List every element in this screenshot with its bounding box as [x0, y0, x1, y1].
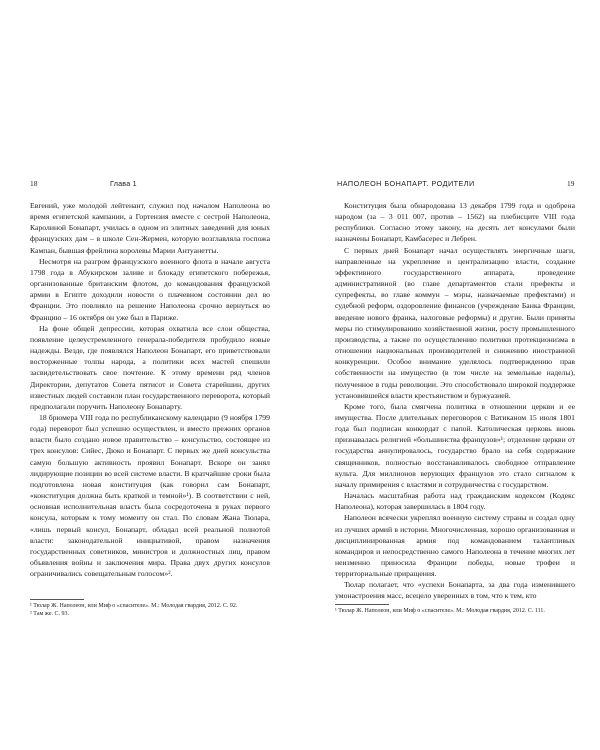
paragraph: Кроме того, была смягчена политика в отношении церкви и ее имущества. После длительных переговоров с Ватиканом 15 июля 1801 года был подписан конкордат с папой. Католическая церковь вновь признавалась религией «большинства французов»¹; отделение церкви от государства аннулировалось, государство брало на себя содержание священников, полностью восстанавливалось свободное отправление культа. Для миллионов верующих французов это стало сигналом к началу примирения с властями и сотрудничества с государством. — [335, 401, 575, 489]
footnotes — [335, 604, 575, 615]
footnote-rule — [30, 599, 84, 600]
footnote: ¹ Тюлар Ж. Наполеон, или Миф о «спасителе». М.: Молодая гвардия, 2012. С. 111. — [335, 608, 545, 614]
paragraph: Конституция была обнародована 13 декабря 1799 года и одобрена народом (за – 3 011 007, против – 1562) на плебисците VIII года республики. Согласно этому закону, на десять лет консулами были назначены Бонапарт, Камбасерес и Лебрен. — [335, 201, 575, 244]
footnote: ² Там же. С. 93. — [30, 611, 70, 618]
footnote: ¹ Тюлар Ж. Наполеон, или Миф о «спасителе». М.: Молодая гвардия, 2012. С. 92. — [30, 603, 238, 609]
paragraph: 18 брюмера VIII года по республиканскому календарю (9 ноября 1799 года) переворот был успешно осуществлен, и вместо прежних органов власти было создано новое правительство – консульство, состоящее из трех консулов: Сийес, Дюко и Бонапарт. С первых же дней консульства самую большую активность проявил Бонапарт. Вскоре он занял лидирующие позиции во всей системе власти. В кратчайшие сроки была подготовлена новая конституция (как говорил сам Бонапарт, «конституция должна быть краткой и темной»¹). В соответствии с ней, основная исполнительная власть была сосредоточена в руках первого консула, которым к тому моменту он стал. По словам Жана Тюлара, «лишь первый консул, Бонапарт, обладал всей реальной полнотой власти: законодательной инициативой, правом назначения государственных советников, министров и должностных лиц, правом объявления войны и заключения мира. Права двух других консулов ограничивались совещательным голосом»². — [30, 412, 270, 579]
paragraph: Тюлар полагает, что «успехи Бонапарта, за два года изменившего умонастроения масс, всецело уверенных в том, что к тем, кто — [335, 580, 575, 601]
paragraph: Началась масштабная работа над гражданским кодексом (Кодекс Наполеона), которая завершилась в 1804 году. — [335, 491, 575, 512]
paragraph: Несмотря на разгром французского военного флота в начале августа 1798 года в Абукирском заливе и блокаду египетского побережья, организованные британским флотом, до командования французской армии в Египте доходили новости о плачевном состоянии дел во Франции. Это повлияло на решение Наполеона срочно вернуться во Францию – 16 октября он уже был в Париже. — [30, 256, 270, 322]
paragraph: Евгений, уже молодой лейтенант, служил под началом Наполеона во время египетской кампании, а Гортензия вместе с сестрой Наполеона, Каролиной Бонапарт, училась в одном из элитных заведений для юных французских дам – в школе Сен-Жермен, которую возглавляла госпожа Кампан, бывшая фрейлина королевы Марии Антуанетты. — [30, 201, 270, 255]
body-text — [30, 200, 270, 579]
page-number: 18 — [30, 179, 38, 188]
right-page — [300, 0, 600, 750]
running-head: Глава 1 — [110, 179, 137, 188]
paragraph: С первых дней Бонапарт начал осуществлять энергичные шаги, направленные на укрепление и централизацию власти, создание эффективного государственного аппарата, проведение административной (во главе департаментов стали префекты и супрефекты, во главе коммун – мэры, назначаемые префектами) и судебной реформ, оздоровление финансов (учреждение Банка Франции, введение нового франка, налоговые реформы) и другие. Были приняты меры по стимулированию хозяйственной жизни, росту промышленного производства, а также по осуществлению политики протекционизма в отношении национальных производителей и снижению иностранной конкуренции. Особое внимание уделялось подтверждению прав собственности на имущество (в том числе на земельные наделы), полученное в годы революции. Это способствовало широкой поддержке установившейся власти крестьянством и буржуазией. — [335, 245, 575, 400]
page-number: 19 — [567, 179, 575, 188]
running-head: НАПОЛЕОН БОНАПАРТ. РОДИТЕЛИ — [337, 179, 475, 188]
paragraph: Наполеон всячески укреплял военную систему страны и создал одну из лучших армий в истории. Многочисленная, хорошо организованная и дисциплинированная армия под командованием талантливых командиров и непосредственно самого Наполеона в течение многих лет неизменно приносила Франции победы, новые трофеи и территориальные приращения. — [335, 513, 575, 579]
paragraph: На фоне общей депрессии, которая охватила все слои общества, появление целеустремленного генерала-победителя пробудило новые надежды. Везде, где появлялся Наполеон Бонапарт, его приветствовали восторженные толпы народа, а политики всех мастей спешили засвидетельствовать свое почтение. К этому времени ряд членов Директории, депутатов Совета пятисот и Совета старейшин, других известных людей составили план государственного переворота, который предполагали поручить Наполеону Бонапарту. — [30, 323, 270, 411]
body-text — [335, 200, 575, 602]
footnotes — [30, 599, 270, 619]
footnote-rule — [335, 604, 389, 605]
